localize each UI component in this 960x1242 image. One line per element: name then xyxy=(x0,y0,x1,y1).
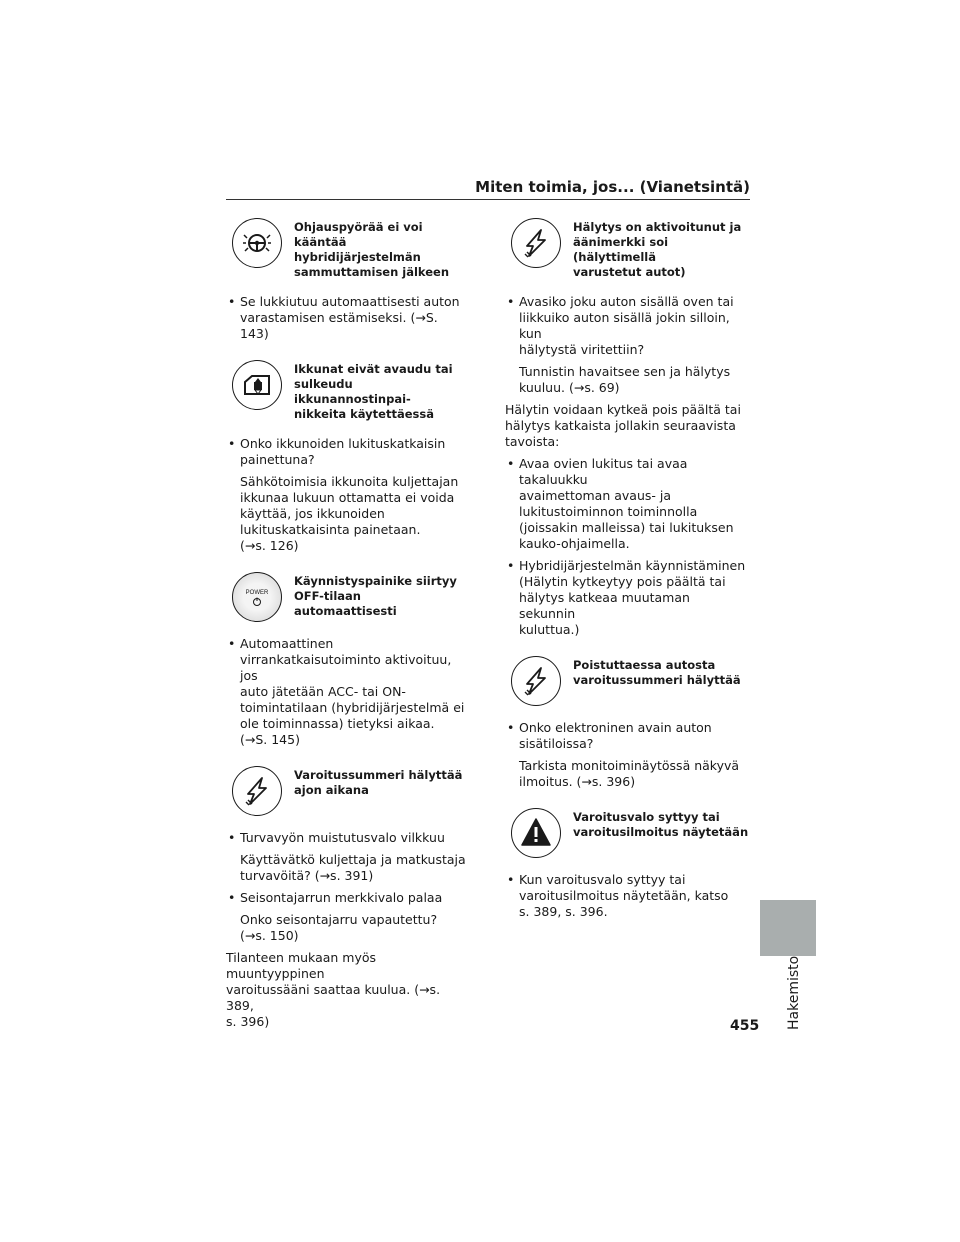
list-item-detail: Sähkötoimisia ikkunoita kuljettajan ikkunaa lukuun ottamatta ei voida käyttää, jos ikkunoiden lukituskatkaisinta painetaan. (→s. 126) xyxy=(240,474,459,553)
page-number: 455 xyxy=(730,1018,760,1034)
list-item: • Onko ikkunoiden lukituskatkaisin painettuna? xyxy=(228,436,446,467)
list-item: • Avaa ovien lukitus tai avaa takaluukku avaimettoman avaus- ja lukitustoiminnon toiminnolla (joissakin malleissa) tai lukituksen kauko-ohjaimella. xyxy=(507,456,734,551)
alarm-icon xyxy=(511,218,561,268)
index-tab-label: Hakemisto xyxy=(786,955,802,1030)
section-title: Ikkunat eivät avaudu tai sulkeudu ikkunannostinpai- nikkeita käytettäessä xyxy=(294,362,453,421)
list-item-detail: Tarkista monitoiminäytössä näkyvä ilmoitus. (→s. 396) xyxy=(519,758,740,789)
section-steering-lock xyxy=(226,218,466,280)
section-alarm xyxy=(505,218,750,280)
window-switch-icon xyxy=(232,360,282,410)
power-label: POWER xyxy=(245,590,269,596)
section-title: Varoitusvalo syttyy tai varoitusilmoitus näytetään xyxy=(573,810,749,839)
right-column xyxy=(505,218,750,926)
paragraph: Tilanteen mukaan myös muuntyyppinen varoitussääni saattaa kuulua. (→s. 389, s. 396) xyxy=(226,950,441,1029)
list-item: • Turvavyön muistutusvalo vilkkuu xyxy=(228,830,445,845)
left-column xyxy=(226,218,466,1036)
section-window-switch xyxy=(226,360,466,422)
list-item-detail: Onko seisontajarru vapautettu? (→s. 150) xyxy=(240,912,438,943)
section-title: Ohjauspyörää ei voi kääntää hybridijärjestelmän sammuttamisen jälkeen xyxy=(294,220,450,279)
section-title: Käynnistyspainike siirtyy OFF-tilaan automaattisesti xyxy=(294,574,457,618)
section-buzzer-exit xyxy=(505,656,750,706)
paragraph: Hälytin voidaan kytkeä pois päältä tai hälytys katkaista jollakin seuraavista tavoista: xyxy=(505,402,741,449)
section-title: Varoitussummeri hälyttää ajon aikana xyxy=(294,768,463,797)
section-title: Poistuttaessa autosta varoitussummeri hälyttää xyxy=(573,658,741,687)
list-item: • Avasiko joku auton sisällä oven tai liikkuiko auton sisällä jokin silloin, kun hälytystä viritettiin? xyxy=(507,294,734,357)
warning-triangle-icon xyxy=(511,808,561,858)
list-item: • Seisontajarrun merkkivalo palaa xyxy=(228,890,443,905)
list-item: • Se lukkiutuu automaattisesti auton varastamisen estämiseksi. (→S. 143) xyxy=(228,294,460,341)
section-title: Hälytys on aktivoitunut ja äänimerkki soi (hälyttimellä varustetut autot) xyxy=(573,220,742,279)
buzzer-icon xyxy=(232,766,282,816)
list-item-detail: Tunnistin havaitsee sen ja hälytys kuuluu. (→s. 69) xyxy=(519,364,731,395)
buzzer-icon xyxy=(511,656,561,706)
section-power-button xyxy=(226,572,466,622)
list-item: • Automaattinen virrankatkaisutoiminto aktivoituu, jos auto jätetään ACC- tai ON- toimintatilaan (hybridijärjestelmä ei ole toiminnassa) tietyksi aikaa. (→S. 145) xyxy=(228,636,465,747)
section-warning-light xyxy=(505,808,750,858)
list-item: • Kun varoitusvalo syttyy tai varoitusilmoitus näytetään, katso s. 389, s. 396. xyxy=(507,872,729,919)
section-buzzer-driving xyxy=(226,766,466,816)
list-item: • Onko elektroninen avain auton sisätiloissa? xyxy=(507,720,712,751)
power-button-icon xyxy=(232,572,282,622)
steering-lock-icon xyxy=(232,218,282,268)
running-header: Miten toimia, jos... (Vianetsintä) xyxy=(475,178,750,196)
list-item: • Hybridijärjestelmän käynnistäminen (Hälytin kytkeytyy pois päältä tai hälytys katkeaa muutaman sekunnin kuluttua.) xyxy=(507,558,746,637)
index-tab xyxy=(760,900,816,956)
list-item-detail: Käyttävätkö kuljettaja ja matkustaja turvavöitä? (→s. 391) xyxy=(240,852,466,883)
header-rule xyxy=(226,199,750,200)
